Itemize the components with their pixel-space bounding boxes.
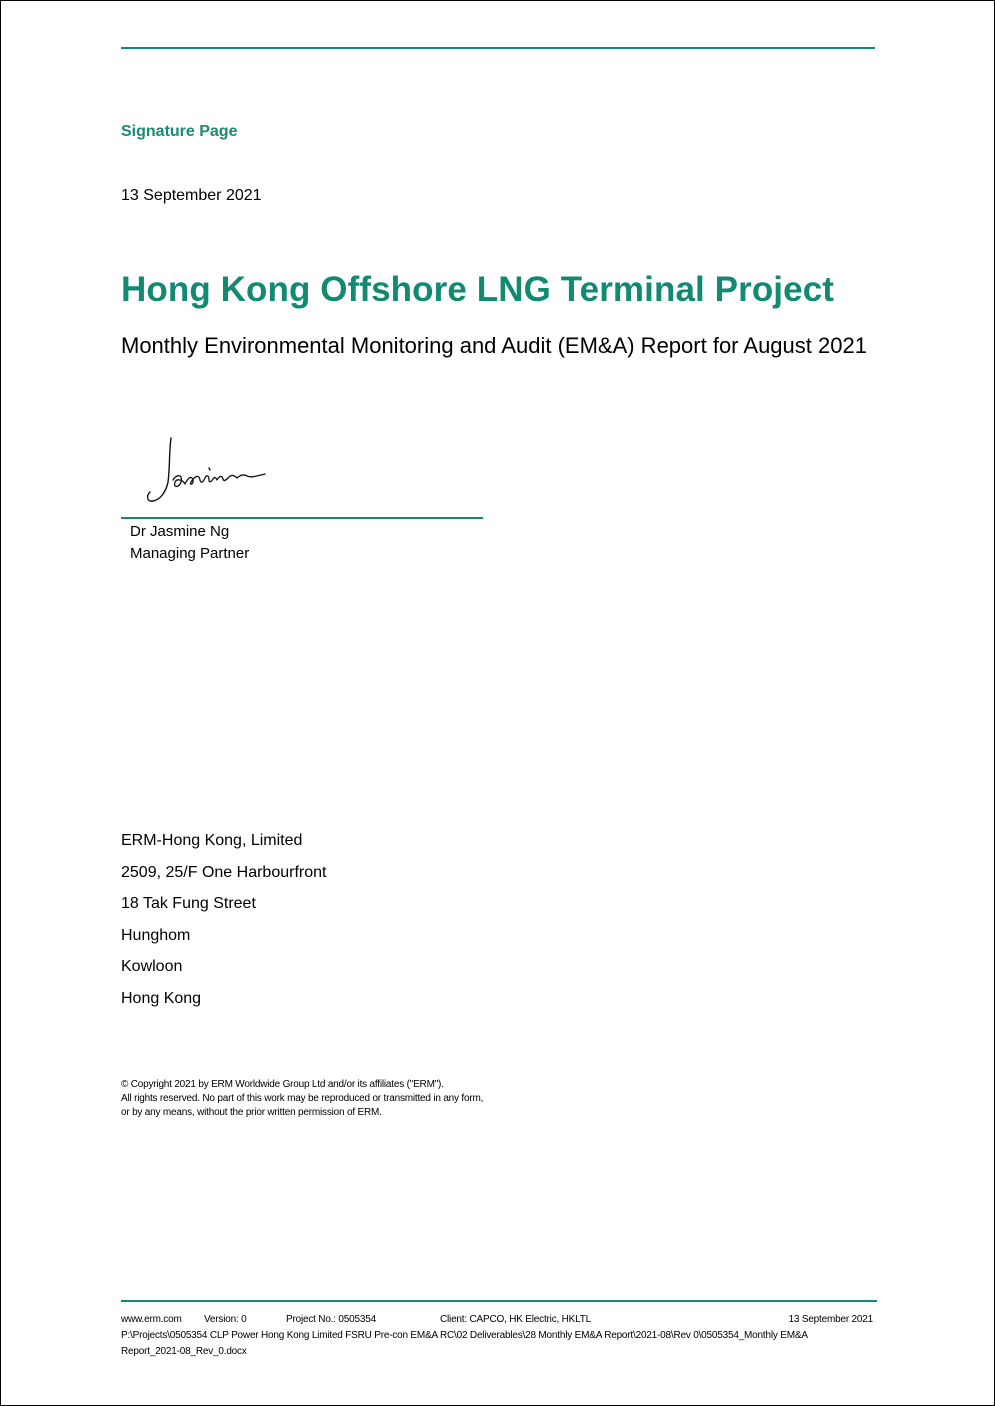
address-line: 18 Tak Fung Street	[121, 895, 256, 913]
copyright-notice	[121, 1078, 483, 1120]
document-subtitle: Monthly Environmental Monitoring and Audit (EM&A) Report for August 2021	[121, 333, 867, 358]
signatory-role: Managing Partner	[130, 545, 250, 562]
footer-client: Client: CAPCO, HK Electric, HKLTL	[440, 1314, 592, 1325]
document-date: 13 September 2021	[121, 187, 262, 204]
footer-date: 13 September 2021	[788, 1314, 873, 1325]
address-line: Hong Kong	[121, 989, 202, 1007]
address-line: Hunghom	[121, 926, 191, 944]
section-label: Signature Page	[121, 123, 238, 140]
copyright-line: © Copyright 2021 by ERM Worldwide Group Ltd and/or its affiliates ("ERM").	[121, 1079, 444, 1090]
footer-version: Version: 0	[204, 1314, 247, 1325]
copyright-line: or by any means, without the prior written permission of ERM.	[121, 1107, 382, 1118]
footer-file-path: P:\Projects\0505354 CLP Power Hong Kong Limited FSRU Pre-con EM&A RC\02 Deliverables\28 Monthly EM&A Report\2021-08\Rev 0\0505354_Monthly EM&A Report_2021-08_Rev_0.docx	[121, 1330, 808, 1357]
page-footer	[121, 1312, 875, 1360]
footer-meta-row	[121, 1312, 875, 1328]
document-title: Hong Kong Offshore LNG Terminal Project	[121, 270, 835, 309]
header-rule	[121, 47, 875, 49]
footer-rule	[121, 1300, 877, 1302]
signatory-name: Dr Jasmine Ng	[130, 523, 230, 540]
office-address	[121, 829, 326, 1019]
footer-website: www.erm.com	[121, 1314, 182, 1325]
footer-project-number: Project No.: 0505354	[286, 1314, 376, 1325]
address-line: 2509, 25/F One Harbourfront	[121, 863, 327, 881]
address-line: ERM-Hong Kong, Limited	[121, 832, 303, 849]
copyright-line: All rights reserved. No part of this work may be reproduced or transmitted in any form,	[121, 1093, 484, 1104]
handwritten-signature	[143, 430, 273, 510]
signature-rule	[121, 517, 483, 519]
address-line: Kowloon	[121, 958, 183, 976]
